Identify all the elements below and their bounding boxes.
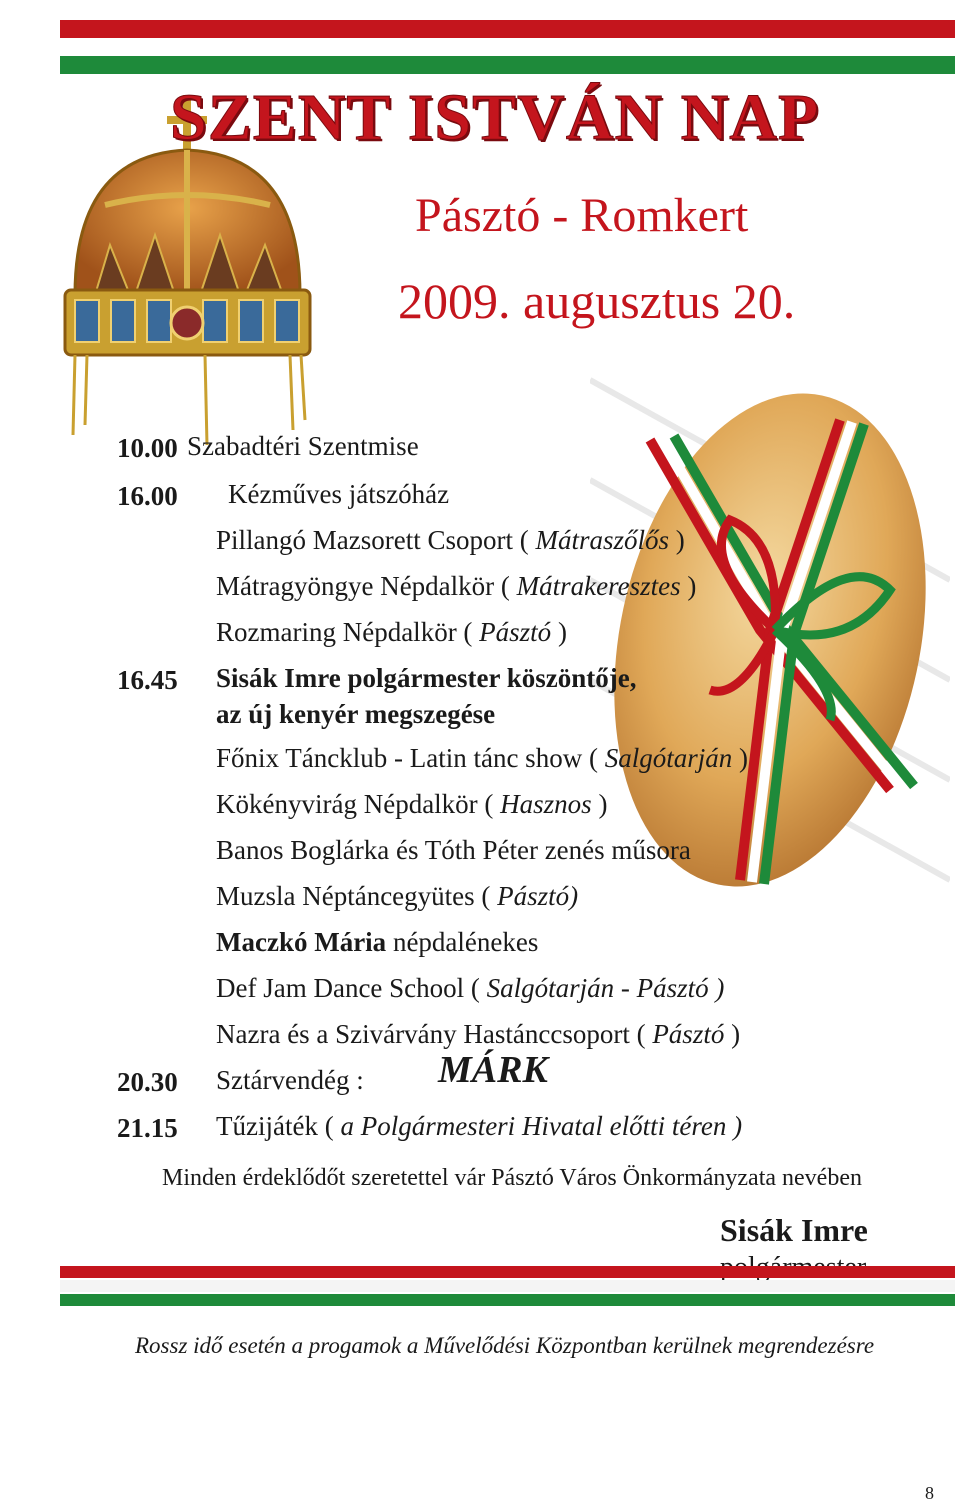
program-folk-dance: Muzsla Néptáncegyütes ( Pásztó) xyxy=(216,881,579,911)
flag-band-bottom xyxy=(60,1266,955,1322)
time-1600: 16.00 xyxy=(117,481,178,511)
event-title: SZENT ISTVÁN NAP xyxy=(170,81,820,154)
page-number: 8 xyxy=(925,1483,934,1503)
program-fireworks: Tűzijáték ( a Polgármesteri Hivatal előtti téren ) xyxy=(216,1111,743,1141)
program-dance-school: Def Jam Dance School ( Salgótarján - Pásztó ) xyxy=(216,973,725,1003)
program-music-show: Banos Boglárka és Tóth Péter zenés műsora xyxy=(216,835,691,865)
program-mass: Szabadtéri Szentmise xyxy=(187,431,419,461)
program-folk-singer: Maczkó Mária népdalénekes xyxy=(216,927,539,957)
program-latin-dance: Főnix Tánckl​ub - Latin tánc show ( Salgótarján ) xyxy=(216,743,748,773)
time-2115: 21.15 xyxy=(117,1113,178,1143)
program-folk-choir-kokenyvirag: Kökényvirág Népdalkör ( Hasznos ) xyxy=(216,789,608,819)
invitation-text: Minden érdeklődőt szeretettel vár Pásztó Város Önkormányzata nevében xyxy=(162,1165,862,1191)
time-2030: 20.30 xyxy=(117,1067,178,1097)
time-1645: 16.45 xyxy=(117,665,178,695)
program-crafts: Kézműves játszóház xyxy=(228,479,450,509)
program-star-guest-name: MÁRK xyxy=(438,1049,548,1091)
program-majorettes: Pillangó Mazsorett Csoport ( Mátraszőlős ) xyxy=(216,525,685,555)
program-folk-choir-rozmaring: Rozmaring Népdalkör ( Pásztó ) xyxy=(216,617,567,647)
program-star-guest-label: Sztárvendég : xyxy=(216,1065,364,1095)
flag-band-top xyxy=(60,20,955,74)
signer-name: Sisák Imre xyxy=(720,1212,868,1248)
program-belly-dance: Nazra és a Szivárvány Hastánccsoport ( Pásztó ) xyxy=(216,1019,741,1049)
program-bread-cutting: az új kenyér megszegése xyxy=(216,699,496,729)
event-location: Pásztó - Romkert xyxy=(415,189,749,242)
program-folk-choir-matragyongye: Mátragyöngye Népdalkör ( Mátrakeresztes ) xyxy=(216,571,697,601)
program-mayor-greeting: Sisák Imre polgármester köszöntője, xyxy=(216,663,637,693)
bad-weather-notice: Rossz idő esetén a progamok a Művelődési Központban kerülnek megrendezésre xyxy=(135,1333,875,1358)
event-date: 2009. augusztus 20. xyxy=(398,273,796,329)
time-1000: 10.00 xyxy=(117,433,178,463)
